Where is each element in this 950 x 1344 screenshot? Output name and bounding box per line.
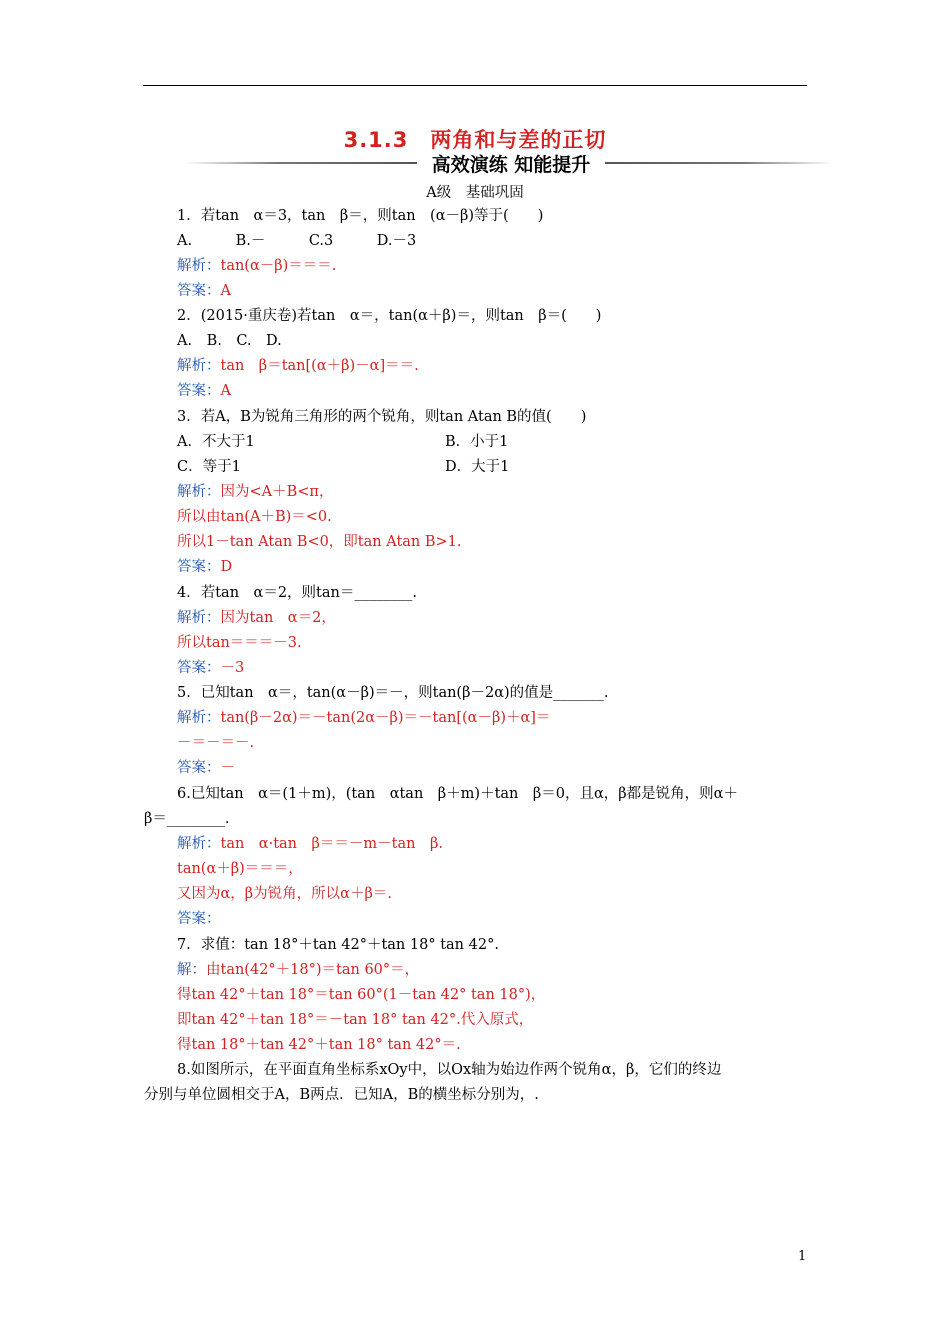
line-text: 5．已知tan α＝，tan(α－β)＝－，则tan(β－2α)的值是_______. (177, 685, 609, 701)
line-text: －＝－＝－. (177, 735, 255, 751)
line-label: 解析： (177, 358, 221, 374)
text-line (177, 532, 462, 552)
text-line (177, 633, 302, 653)
line-text: 7．求值：tan 18°＋tan 42°＋tan 18° tan 42°. (177, 937, 499, 953)
answer-line (177, 557, 232, 577)
answer-line (177, 658, 244, 678)
line-text: 得tan 42°＋tan 18°＝tan 60°(1－tan 42° tan 18°)， (177, 987, 546, 1003)
line-label: 解析： (177, 610, 221, 626)
text-line (177, 432, 509, 452)
line-text: 1．若tan α＝3，tan β＝，则tan (α－β)等于( ) (177, 208, 544, 224)
answer-line (177, 381, 231, 401)
text-line (177, 935, 499, 955)
line-text-option: B．小于1 (445, 434, 509, 450)
solution-line (177, 708, 550, 728)
text-line (177, 457, 510, 477)
line-text-option: D．大于1 (445, 459, 510, 475)
line-text: 即tan 42°＋tan 18°＝－tan 18° tan 42°.代入原式， (177, 1012, 534, 1028)
banner-text: 高效演练 知能提升 (431, 154, 591, 176)
line-text: A．不大于1 (177, 434, 255, 450)
line-text: 4．若tan α＝2，则tan＝________. (177, 585, 417, 601)
line-label: 答案： (177, 559, 221, 575)
answer-line (177, 758, 235, 778)
line-text: 6.已知tan α＝(1＋m)，(tan αtan β＋m)＋tan β＝0，且α，β都是锐角，则α＋ (177, 786, 738, 802)
solution-line (177, 256, 336, 276)
text-line (177, 784, 738, 804)
banner-right-line (605, 162, 833, 164)
line-label: 解析： (177, 836, 221, 852)
line-label: 答案： (177, 760, 221, 776)
line-text: 因为<A＋B<π， (220, 484, 334, 500)
line-text: tan(β－2α)＝－tan(2α－β)＝－tan[(α－β)＋α]＝ (220, 710, 551, 726)
line-label: 答案： (177, 911, 221, 927)
line-text: tan(α＋β)＝＝＝， (177, 861, 303, 877)
line-text: 2．(2015·重庆卷)若tan α＝，tan(α＋β)＝，则tan β＝( ) (177, 308, 602, 324)
solution-line (177, 834, 443, 854)
line-text: A. B. C. D. (177, 333, 282, 349)
line-text: A (220, 283, 231, 299)
line-label: 解析： (177, 484, 221, 500)
line-text: －3 (220, 660, 245, 676)
line-text: 所以1－tan Atan B<0，即tan Atan B>1. (177, 534, 462, 550)
line-text: C．等于1 (177, 459, 241, 475)
text-line (177, 231, 416, 251)
line-text: 得tan 18°＋tan 42°＋tan 18° tan 42°＝. (177, 1037, 461, 1053)
text-line (177, 507, 332, 527)
line-label: 解： (177, 962, 206, 978)
line-text: A. B.－ C.3 D.－3 (177, 233, 417, 249)
line-text: 因为tan α＝2， (220, 610, 336, 626)
line-text: 又因为α，β为锐角，所以α＋β＝. (177, 886, 392, 902)
line-text: β＝________. (144, 811, 230, 827)
solution-line (177, 960, 419, 980)
text-line (177, 1060, 721, 1080)
line-text: 分别与单位圆相交于A，B两点．已知A，B的横坐标分别为，. (144, 1087, 539, 1103)
line-label: 解析： (177, 258, 221, 274)
line-text: 8.如图所示，在平面直角坐标系xOy中，以Ox轴为始边作两个锐角α，β，它们的终边 (177, 1062, 722, 1078)
text-line (177, 206, 543, 226)
text-line (177, 583, 417, 603)
line-text: 所以由tan(A＋B)＝<0. (177, 509, 332, 525)
line-text: 由tan(42°＋18°)＝tan 60°＝， (206, 962, 420, 978)
banner (185, 152, 833, 174)
text-line (177, 331, 282, 351)
text-line (177, 1010, 533, 1030)
text-line (144, 809, 230, 829)
solution-line (177, 356, 419, 376)
text-line (177, 884, 392, 904)
answer-line (177, 909, 221, 929)
text-line (177, 1035, 461, 1055)
text-line (177, 985, 545, 1005)
line-text: － (220, 760, 235, 776)
banner-left-line (185, 162, 417, 164)
solution-line (177, 608, 336, 628)
line-text: 3．若A，B为锐角三角形的两个锐角，则tan Atan B的值( ) (177, 409, 587, 425)
line-text: tan α·tan β＝＝－m－tan β. (220, 836, 443, 852)
text-line (177, 859, 303, 879)
line-label: 解析： (177, 710, 221, 726)
page-number: 1 (798, 1249, 807, 1264)
text-line (177, 683, 609, 703)
line-text: tan β＝tan[(α＋β)－α]＝＝. (220, 358, 419, 374)
text-line (177, 306, 601, 326)
top-rule (143, 85, 807, 86)
level-heading: A级 基础巩固 (426, 185, 524, 201)
text-line (177, 407, 586, 427)
line-text: D (220, 559, 233, 575)
line-text: 所以tan＝＝＝－3. (177, 635, 302, 651)
line-label: 答案： (177, 660, 221, 676)
line-text: tan(α－β)＝＝＝. (220, 258, 337, 274)
answer-line (177, 281, 231, 301)
line-label: 答案： (177, 283, 221, 299)
text-line (144, 1085, 539, 1105)
line-text: A (220, 383, 231, 399)
line-label: 答案： (177, 383, 221, 399)
text-line (177, 733, 254, 753)
section-title: 3.1.3 两角和与差的正切 (343, 128, 607, 152)
solution-line (177, 482, 333, 502)
